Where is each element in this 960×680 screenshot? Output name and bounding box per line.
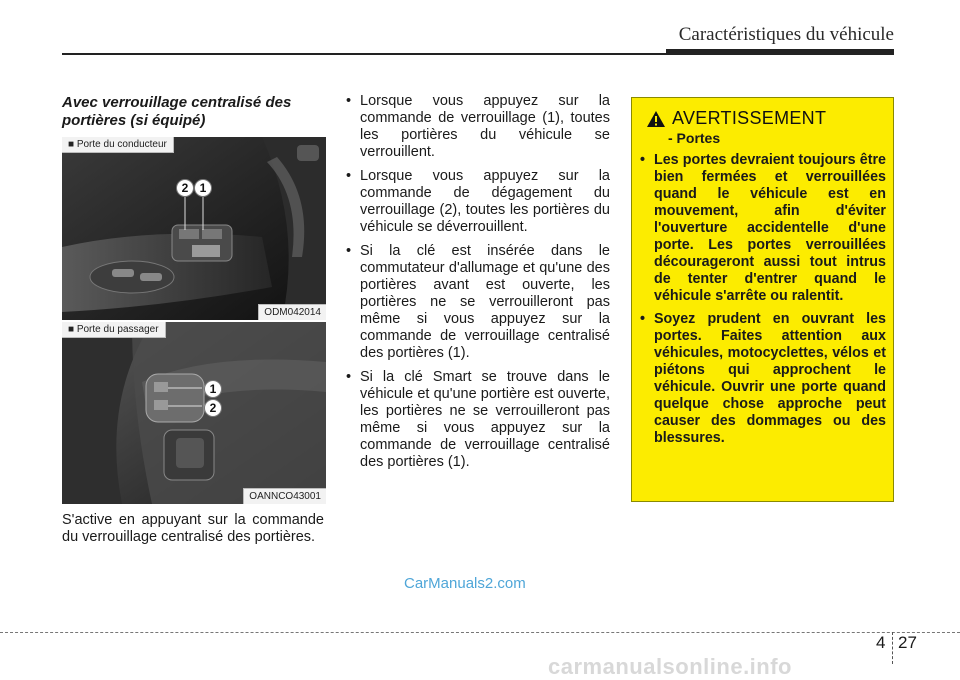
body-paragraph: S'active en appuyant sur la commande du verrouillage centralisé des portières. — [62, 512, 324, 545]
warning-item — [640, 311, 886, 447]
list-item — [346, 369, 610, 471]
list-item — [346, 168, 610, 236]
list-item — [346, 93, 610, 161]
figure-passenger-door — [62, 322, 326, 504]
bullet-list — [346, 93, 610, 478]
list-item-text: Lorsque vous appuyez sur la commande de verrouillage (1), toutes les portières du véhicule se verrouillent. — [360, 93, 610, 160]
square-icon: ■ — [68, 139, 75, 150]
callout-1: 1 — [204, 380, 222, 398]
figure-driver-door — [62, 137, 326, 320]
figure-label — [62, 322, 166, 338]
warning-box — [631, 97, 894, 502]
page-number-separator — [892, 632, 893, 664]
bullet-icon: • — [640, 311, 646, 327]
bullet-icon: • — [346, 243, 352, 259]
callout-2: 2 — [176, 179, 194, 197]
header-rule-accent — [666, 49, 894, 55]
warning-title: AVERTISSEMENT — [672, 108, 827, 128]
figure-label-text: Porte du passager — [76, 324, 159, 335]
warning-triangle-icon — [646, 110, 666, 128]
square-icon: ■ — [68, 324, 75, 335]
list-item-text: Si la clé est insérée dans le commutateur d'allumage et qu'une des portières avant est ouverte, les portières ne se verrouilleront pas même si vous appuyez sur la commande de verrouillage centralisé des portières (1). — [360, 243, 610, 361]
passenger-door-photo — [62, 322, 326, 504]
warning-item-text: Soyez prudent en ouvrant les portes. Faites attention aux véhicules, motocyclettes, vélos et piétons qui approchent le véhicule. Ouvrir une porte quand quelque chose approche peut causer des dommages ou des blessures. — [654, 311, 886, 446]
list-item-text: Si la clé Smart se trouve dans le véhicule et qu'une portière est ouverte, les portières ne se verrouilleront pas même si vous appuyez sur la commande de verrouillage centralisé des portières (1). — [360, 369, 610, 470]
warning-header — [646, 108, 826, 129]
figure-label — [62, 137, 174, 153]
site-banner[interactable]: carmanualsonline.info — [548, 654, 792, 679]
bullet-icon: • — [346, 93, 352, 109]
footer-rule — [0, 632, 960, 633]
list-item — [346, 243, 610, 362]
figure-code: OANNCO43001 — [243, 488, 326, 504]
warning-item-text: Les portes devraient toujours être bien fermées et verrouillées quand le véhicule est en mouvement, afin d'éviter l'ouverture accidentelle d'une porte. Les portes verrouillées décourageront aussi tout intrus de tenter d'entrer quand le véhicule s'arrête ou ralentit. — [654, 152, 886, 304]
warning-list — [640, 152, 886, 453]
bullet-icon: • — [346, 168, 352, 184]
page-header-title: Caractéristiques du véhicule — [678, 24, 894, 45]
bullet-icon: • — [346, 369, 352, 385]
figure-code: ODM042014 — [258, 304, 326, 320]
header-rule — [62, 53, 666, 55]
bullet-icon: • — [640, 152, 646, 168]
watermark-link[interactable]: CarManuals2.com — [404, 575, 526, 592]
section-title: Avec verrouillage centralisé des portières (si équipé) — [62, 94, 292, 129]
warning-subtitle: - Portes — [668, 130, 721, 146]
callout-1: 1 — [194, 179, 212, 197]
page-number: 27 — [898, 633, 917, 652]
warning-item — [640, 152, 886, 305]
chapter-number: 4 — [876, 633, 886, 652]
driver-door-photo — [62, 137, 326, 320]
callout-2: 2 — [204, 399, 222, 417]
list-item-text: Lorsque vous appuyez sur la commande de dégagement du verrouillage (2), toutes les portières du véhicule se déverrouillent. — [360, 168, 610, 235]
figure-label-text: Porte du conducteur — [76, 139, 167, 150]
